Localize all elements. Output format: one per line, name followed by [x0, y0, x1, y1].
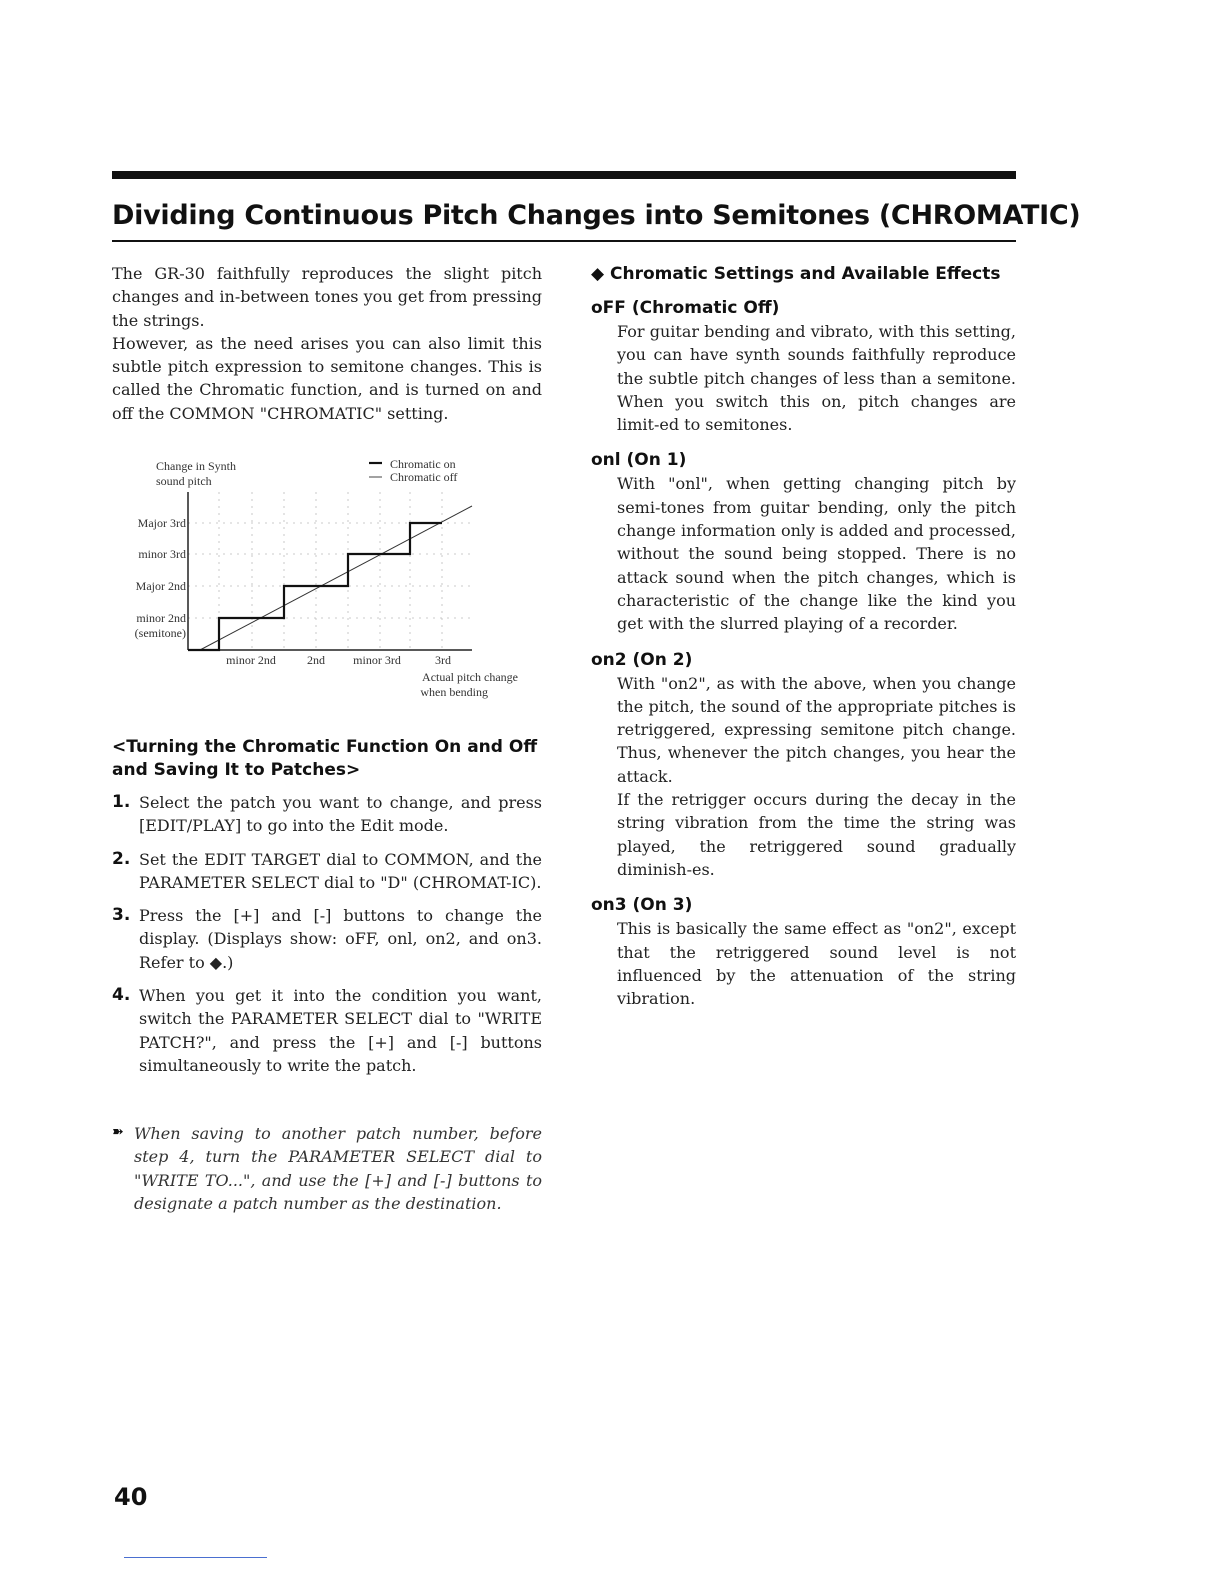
page-title: Dividing Continuous Pitch Changes into Semitones (CHROMATIC) [112, 200, 1081, 231]
intro-para-2: However, as the need arises you can also limit this subtle pitch expression to semitone changes. This is called the Chromatic function, and is turned on and off the COMMON "CHROMATIC" setting. [112, 333, 542, 423]
step-number: 1. [112, 792, 131, 812]
chromatic-diagram [112, 448, 542, 708]
intro-para-1: The GR-30 faithfully reproduces the slight pitch changes and in-between tones you get from pressing the strings. [112, 264, 542, 330]
y-label-semitone: (semitone) [134, 626, 186, 640]
page-number: 40 [114, 1483, 148, 1511]
setting-on2-body: With "on2", as with the above, when you change the pitch, the sound of the appropriate pitches is retriggered, expressing semitone pitch change. Thus, whenever the pitch changes, you hear the attack. If the retrigger occurs during the decay in the string vibration from the time the string was played, the retriggered sound gradually diminish-es. [617, 673, 1016, 879]
note-text: When saving to another patch number, before step 4, turn the PARAMETER SELECT dial to "WRITE TO...", and use the [+] and [-] buttons to designate a patch number as the destination. [134, 1124, 542, 1213]
title-underline [112, 240, 1016, 242]
x-label-minor-2nd: minor 2nd [226, 653, 276, 667]
setting-on3-body: This is basically the same effect as "on2", except that the retriggered sound level is not influenced by the attenuation of the string vibration. [617, 919, 1016, 1009]
step-number: 2. [112, 848, 131, 869]
step-number: 3. [112, 905, 131, 926]
y-axis-title-1: Change in Synth [156, 459, 236, 473]
x-label-3rd: 3rd [435, 653, 451, 667]
step-item [112, 984, 542, 1077]
legend-off-label: Chromatic off [390, 470, 458, 484]
step-text: Select the patch you want to change, and press [EDIT/PLAY] to go into the Edit mode. [139, 793, 542, 836]
setting-off-head: oFF (Chromatic Off) [591, 298, 780, 318]
step-text: When you get it into the condition you want, switch the PARAMETER SELECT dial to "WRITE PATCH?", and press the [+] and [-] buttons simultaneously to write the patch. [139, 986, 542, 1075]
y-axis-title-2: sound pitch [156, 474, 212, 488]
legend-on-label: Chromatic on [390, 457, 456, 471]
step-item [112, 848, 542, 895]
setting-on1-head: onl (On 1) [591, 450, 687, 471]
y-label-minor-2nd: minor 2nd [136, 611, 186, 625]
note-block [112, 1122, 542, 1215]
y-label-major-3rd: Major 3rd [137, 516, 186, 530]
setting-on2-head: on2 (On 2) [591, 649, 693, 670]
step-text: Press the [+] and [-] buttons to change the display. (Displays show: oFF, onl, on2, and on3. Refer to ◆.) [139, 906, 542, 972]
x-label-minor-3rd: minor 3rd [353, 653, 401, 667]
footer-rule [124, 1557, 267, 1558]
steps-heading: <Turning the Chromatic Function On and Off and Saving It to Patches> [112, 737, 538, 780]
header-bar [112, 171, 1016, 179]
step-text: Set the EDIT TARGET dial to COMMON, and the PARAMETER SELECT dial to "D" (CHROMAT-IC). [139, 849, 542, 892]
x-axis-title-2: when bending [420, 685, 488, 699]
setting-off-body: For guitar bending and vibrato, with this setting, you can have synth sounds faithfully reproduce the subtle pitch changes of less than a semitone. When you switch this on, pitch changes are limit-ed to semitones. [617, 322, 1016, 435]
y-label-minor-3rd: minor 3rd [138, 547, 186, 561]
settings-column [591, 262, 1016, 1022]
x-axis-title-1: Actual pitch change [422, 670, 518, 684]
step-item [112, 904, 542, 974]
setting-on3-head: on3 (On 3) [591, 895, 693, 916]
chromatic-off-line [200, 506, 472, 650]
step-number: 4. [112, 985, 131, 1006]
x-label-2nd: 2nd [307, 653, 325, 667]
step-item [112, 791, 542, 838]
steps-list [112, 791, 542, 1087]
setting-on1-body: With "onl", when getting changing pitch by semi-tones from guitar bending, only the pitch change information only is added and processed, without the sound being stopped. There is no attack sound when the pitch changes, which is characteristic of the change like the kind you get with the slurred playing of a recorder. [617, 474, 1016, 634]
y-label-major-2nd: Major 2nd [135, 579, 186, 593]
intro-column [112, 262, 542, 425]
settings-heading: ◆ Chromatic Settings and Available Effects [591, 264, 1001, 284]
note-arrow-icon: ➽ [112, 1124, 124, 1140]
grid-lines [188, 492, 472, 650]
